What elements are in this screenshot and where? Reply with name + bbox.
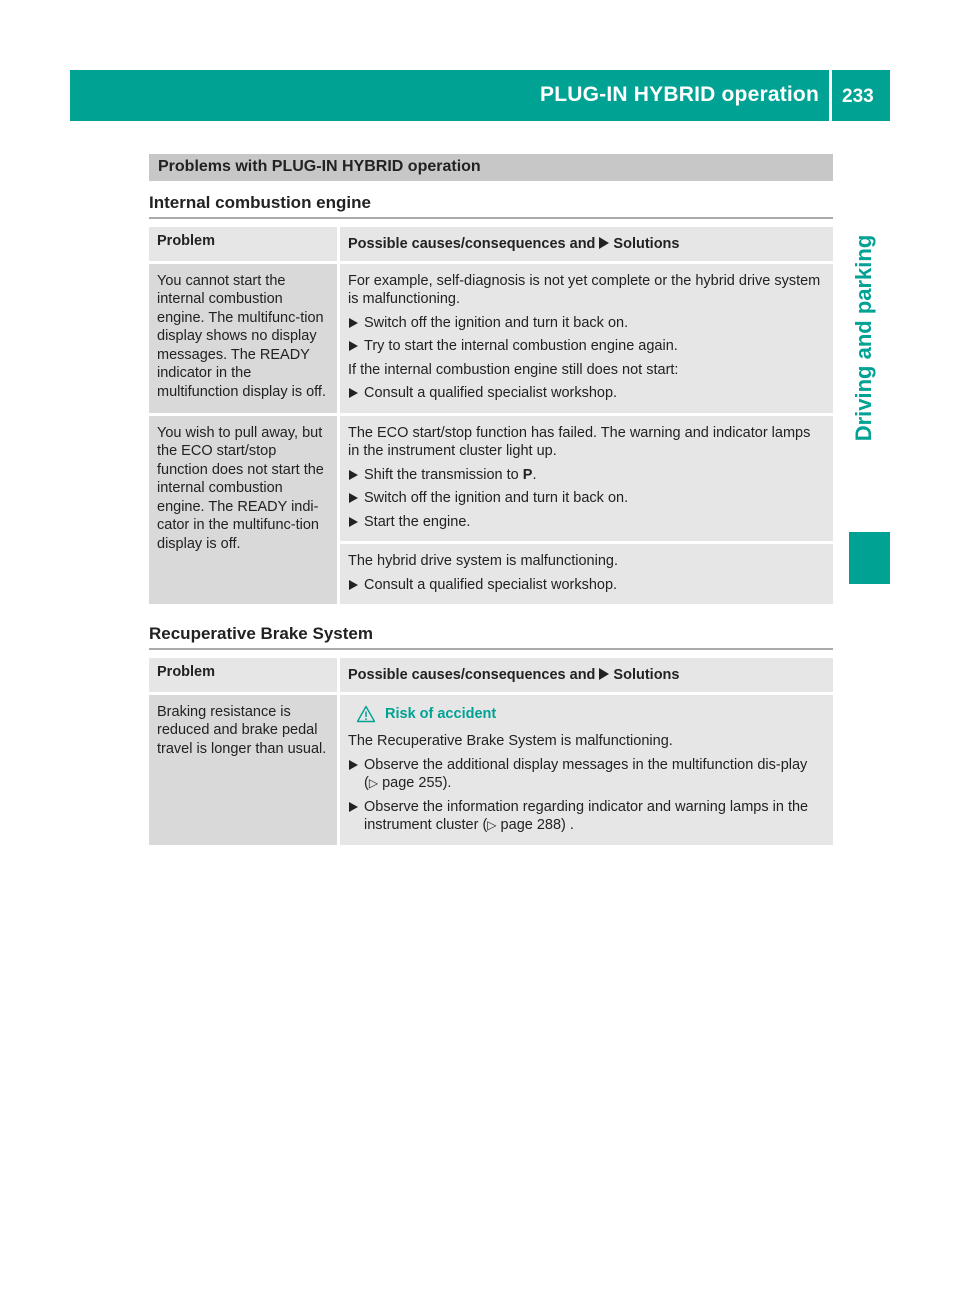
cause-text: The ECO start/stop function has failed. The warning and indicator lamps in the instrument cluster light up. (348, 424, 811, 459)
section-title-bar (149, 154, 833, 181)
troubleshooting-table-engine (149, 227, 833, 607)
column-header-solutions-text: Possible causes/consequences and (348, 236, 596, 252)
solution-step (348, 384, 825, 403)
solution-step (348, 798, 825, 835)
table-row (149, 416, 833, 545)
step-text-end: . (532, 466, 537, 483)
side-tab-text: Driving and parking (850, 234, 876, 442)
solution-cell (340, 544, 833, 607)
problem-cell: You wish to pull away, but the ECO start/stop function does not start the internal combustion engine. The READY indi-cator in the multifunc-tion display is off. (149, 416, 340, 608)
column-header-problem: Problem (149, 227, 340, 264)
arrow-icon (349, 580, 358, 590)
step-text-end: page 288) . (496, 817, 574, 833)
step-text: Observe the information regarding indicator and warning lamps in the instrument cluster ( (364, 798, 809, 833)
cause-text: The hybrid drive system is malfunctioning. (348, 553, 618, 569)
solution-step (348, 337, 825, 356)
page-reference-icon: ▷ (368, 776, 379, 790)
solution-cell (340, 695, 833, 848)
solution-step (348, 314, 825, 333)
solution-step (348, 576, 825, 595)
side-tab-label (837, 128, 890, 548)
step-text: Observe the additional display messages in the multifunction dis-play ( (364, 756, 808, 791)
header-title: PLUG-IN HYBRID operation (540, 83, 819, 106)
arrow-icon (349, 493, 358, 503)
arrow-icon (349, 341, 358, 351)
warning-notice (356, 705, 825, 724)
troubleshooting-table-brake (149, 658, 833, 848)
subheading-recuperative-brake-system: Recuperative Brake System (149, 624, 833, 650)
problem-cell: You cannot start the internal combustion engine. The multifunc-tion display shows no display messages. The READY indicator in the multifunction display is off. (149, 264, 340, 416)
arrow-icon (599, 237, 609, 249)
warning-title: Risk of accident (385, 705, 497, 722)
warning-triangle-icon (356, 705, 376, 723)
page-reference-icon: ▷ (487, 818, 497, 832)
column-header-problem: Problem (149, 658, 340, 695)
column-header-solutions-text: Possible causes/consequences and (348, 667, 596, 683)
column-header-solutions-suffix: Solutions (613, 236, 680, 252)
step-text: Switch off the ignition and turn it back on. (364, 314, 629, 331)
table-header-row (149, 658, 833, 695)
table-row (149, 264, 833, 416)
step-text: Consult a qualified specialist workshop. (364, 576, 618, 593)
column-header-solutions (340, 227, 833, 264)
subheading-internal-combustion-engine: Internal combustion engine (149, 193, 833, 219)
header-divider (829, 70, 832, 121)
step-text: Shift the transmission to (364, 466, 523, 483)
page-header (70, 70, 890, 121)
solution-step (348, 756, 825, 793)
arrow-icon (599, 668, 609, 680)
step-text: Try to start the internal combustion engine again. (364, 338, 678, 354)
column-header-solutions (340, 658, 833, 695)
solution-cell (340, 416, 833, 545)
cause-text: The Recuperative Brake System is malfunctioning. (348, 733, 673, 749)
solution-step (348, 489, 825, 508)
step-text: Consult a qualified specialist workshop. (364, 385, 618, 401)
arrow-icon (349, 388, 358, 398)
solution-step (348, 513, 825, 532)
problem-cell: Braking resistance is reduced and brake pedal travel is longer than usual. (149, 695, 340, 848)
table-header-row (149, 227, 833, 264)
page-number: 233 (842, 86, 874, 107)
step-text: Switch off the ignition and turn it back on. (364, 490, 629, 506)
table-row (149, 695, 833, 848)
step-text-end: page 255). (378, 775, 452, 791)
note-text: If the internal combustion engine still does not start: (348, 361, 679, 378)
arrow-icon (349, 517, 358, 527)
section-title: Problems with PLUG-IN HYBRID operation (158, 158, 481, 175)
step-text: Start the engine. (364, 513, 471, 530)
solution-step (348, 466, 825, 485)
arrow-icon (349, 802, 358, 812)
arrow-icon (349, 760, 358, 770)
solution-cell (340, 264, 833, 416)
arrow-icon (349, 470, 358, 480)
cause-text: For example, self-diagnosis is not yet complete or the hybrid drive system is malfunctioning. (348, 272, 821, 307)
arrow-icon (349, 318, 358, 328)
gear-position-p: P (522, 466, 533, 483)
column-header-solutions-suffix: Solutions (613, 667, 680, 683)
side-tab-marker (849, 532, 890, 584)
